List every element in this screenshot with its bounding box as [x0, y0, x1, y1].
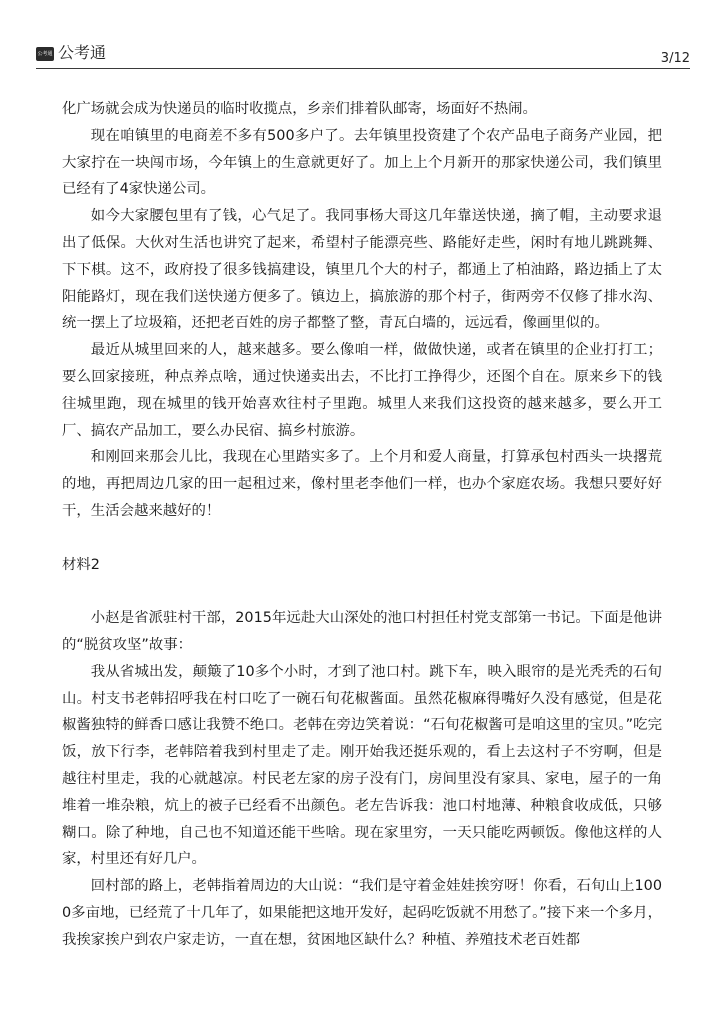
page-number: 3/12	[660, 51, 690, 66]
spacer	[62, 525, 662, 552]
paragraph-5: 和刚回来那会儿比，我现在心里踏实多了。上个月和爱人商量，打算承包村西头一块撂荒的地，再把周边几家的田一起租过来，像村里老李他们一样，也办个家庭农场。我想只要好好干，生活会越来越好的！	[62, 449, 662, 519]
paragraph-4: 最近从城里回来的人，越来越多。要么像咱一样，做做快递，或者在镇里的企业打打工；要么回家接班，种点养点啥，通过快递卖出去，不比打工挣得少，还图个自在。原来乡下的钱往城里跑，现在城里的钱开始喜欢往村子里跑。城里人来我们这投资的越来越多，要么开工厂、搞农产品加工，要么办民宿、搞乡村旅游。	[62, 342, 662, 439]
paragraph-8: 回村部的路上，老韩指着周边的大山说：“我们是守着金娃娃挨穷呀！你看，石旬山上1000多亩地，已经荒了十几年了，如果能把这地开发好，起码吃饭就不用愁了。”接下来一个多月，我挨家挨户到农户家走访，一直在想，贫困地区缺什么？种植、养殖技术老百姓都	[62, 878, 662, 948]
brand-name: 公考通	[58, 43, 107, 62]
paragraph-1: 化广场就会成为快递员的临时收揽点，乡亲们排着队邮寄，场面好不热闹。	[62, 101, 537, 117]
document-body	[62, 96, 662, 954]
paragraph-6: 小赵是省派驻村干部，2015年远赴大山深处的池口村担任村党支部第一书记。下面是他讲的“脱贫攻坚”故事：	[62, 610, 662, 653]
header-divider	[36, 68, 690, 69]
paragraph-3: 如今大家腰包里有了钱，心气足了。我同事杨大哥这几年靠送快递，摘了帽，主动要求退出了低保。大伙对生活也讲究了起来，希望村子能漂亮些、路能好走些，闲时有地儿跳跳舞、下下棋。这不，政府投了很多钱搞建设，镇里几个大的村子，都通上了柏油路，路边插上了太阳能路灯，现在我们送快递方便多了。镇边上，搞旅游的那个村子，街两旁不仅修了排水沟、统一摆上了垃圾箱，还把老百姓的房子都整了整，青瓦白墙的，远远看，像画里似的。	[62, 208, 662, 332]
paragraph-2: 现在咱镇里的电商差不多有500多户了。去年镇里投资建了个农产品电子商务产业园，把大家拧在一块闯市场，今年镇上的生意就更好了。加上上个月新开的那家快递公司，我们镇里已经有了4家快递公司。	[62, 127, 662, 198]
spacer	[62, 578, 662, 605]
paragraph-7: 我从省城出发，颠簸了10多个小时，才到了池口村。跳下车，映入眼帘的是光秃秃的石旬山。村支书老韩招呼我在村口吃了一碗石旬花椒酱面。虽然花椒麻得嘴好久没有感觉，但是花椒酱独特的鲜香口感让我赞不绝口。老韩在旁边笑着说：“石旬花椒酱可是咱这里的宝贝。”吃完饭，放下行李，老韩陪着我到村里走了走。刚开始我还挺乐观的，看上去这村子不穷啊，但是越往村里走，我的心就越凉。村民老左家的房子没有门，房间里没有家具、家电，屋子的一角堆着一堆杂粮，炕上的被子已经看不出颜色。老左告诉我：池口村地薄、种粮食收成低，只够糊口。除了种地，自己也不知道还能干些啥。现在家里穷，一天只能吃两顿饭。像他这样的人家，村里还有好几户。	[62, 663, 662, 868]
logo-icon: 公考通	[36, 47, 54, 61]
section-heading: 材料2	[62, 556, 100, 573]
page-header	[0, 0, 724, 70]
